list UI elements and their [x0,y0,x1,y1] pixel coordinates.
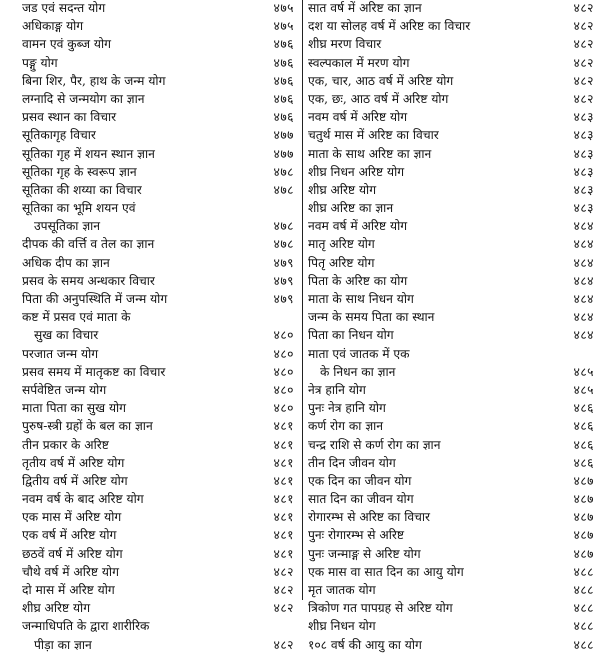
toc-entry [304,563,600,581]
toc-entry [0,181,302,199]
toc-entry-title: त्रिकोण गत पापग्रह से अरिष्ट योग [308,601,453,616]
toc-entry [0,72,302,90]
toc-entry [0,381,302,399]
toc-entry-title: पुनः जन्माङ्ग से अरिष्ट योग [308,546,421,561]
toc-entry [304,454,600,472]
toc-entry-title: जन्माधिपति के द्वारा शारीरिक [22,619,150,634]
toc-entry [304,181,600,199]
toc-entry-title: दो मास में अरिष्ट योग [22,583,115,597]
toc-entry [304,145,600,163]
toc-entry [304,526,600,544]
toc-entry-title: दश या सोलह वर्ष में अरिष्ट का विचार [308,19,471,34]
toc-entry [0,526,302,544]
toc-entry [304,381,600,399]
toc-entry-page-number: ४८० [273,401,294,416]
toc-entry-title: द्वितीय वर्ष में अरिष्ट योग [22,473,128,488]
toc-entry [0,17,302,35]
toc-entry-page-number: ४७८ [273,164,294,179]
toc-entry-title: शीघ्र अरिष्ट का ज्ञान [308,201,394,216]
toc-entry-title: सर्पवेष्टित जन्म योग [22,382,107,397]
toc-entry-page-number: ४७८ [273,182,294,197]
toc-entry-title: पुनः नेत्र हानि योग [308,401,386,416]
toc-entry-title: नवम वर्ष के बाद अरिष्ट योग [22,492,144,507]
toc-entry-page-number: ४८३ [573,146,594,161]
toc-entry-page-number: ४८० [273,382,294,397]
toc-entry-page-number: ४८८ [573,601,594,616]
toc-entry-title: प्रसव स्थान का विचार [22,110,117,125]
toc-entry-page-number: ४८८ [573,583,594,597]
toc-entry-title: सूतिका की शय्या का विचार [22,182,142,197]
toc-entry-page-number: ४७६ [273,73,294,88]
toc-entry [0,217,302,235]
toc-entry-title: पङ्गु योग [22,55,58,70]
toc-entry [0,617,302,635]
toc-entry-title: पीड़ा का ज्ञान [34,637,92,652]
toc-entry-page-number: ४८१ [273,528,294,543]
toc-entry [0,0,302,17]
toc-entry-page-number: ४८४ [573,292,594,306]
toc-entry-title: कर्ण रोग का ज्ञान [308,419,384,434]
toc-entry [304,399,600,417]
toc-entry-page-number: ४८१ [273,492,294,507]
toc-entry [0,363,302,381]
toc-entry [304,617,600,635]
toc-entry [0,90,302,108]
toc-entry [0,54,302,72]
toc-entry-title: वामन एवं कुब्ज योग [22,37,111,52]
toc-entry-page-number: ४७६ [273,37,294,52]
toc-entry-title: शीघ्र अरिष्ट योग [22,601,91,616]
toc-entry-title: सात वर्ष में अरिष्ट का ज्ञान [308,1,422,15]
toc-entry [304,472,600,490]
toc-entry [0,272,302,290]
toc-entry-title: बिना शिर, पैर, हाथ के जन्म योग [22,73,166,88]
toc-entry-title: तीन दिन जीवन योग [308,455,396,470]
toc-entry-page-number: ४७६ [273,91,294,106]
toc-entry [0,254,302,272]
toc-entry [0,326,302,344]
toc-entry-page-number: ४७७ [273,146,294,161]
toc-entry-page-number: ४८२ [273,637,294,652]
toc-entry-title: पितृ अरिष्ट योग [308,255,375,270]
toc-entry-page-number: ४८१ [273,419,294,434]
toc-entry-page-number: ४८२ [573,73,594,88]
toc-entry-page-number: ४७६ [273,55,294,70]
toc-entry-title: शीघ्र निधन अरिष्ट योग [308,164,405,179]
toc-entry-title: लग्नादि से जन्मयोग का ज्ञान [22,91,145,106]
toc-entry-title: सूतिका गृह के स्वरूप ज्ञान [22,164,137,179]
toc-entry-page-number: ४८३ [573,164,594,179]
toc-entry [304,108,600,126]
toc-entry-page-number: ४८० [273,328,294,343]
toc-entry-title: चन्द्र राशि से कर्ण रोग का ज्ञान [308,437,441,452]
toc-entry [304,272,600,290]
toc-entry-page-number: ४८७ [573,492,594,507]
toc-entry-page-number: ४८२ [273,583,294,597]
toc-entry [304,217,600,235]
toc-entry-page-number: ४८६ [573,437,594,452]
toc-entry-page-number: ४८१ [273,437,294,452]
toc-entry [304,290,600,308]
toc-entry-page-number: ४७९ [273,292,294,306]
toc-entry-title: एक, छः, आठ वर्ष में अरिष्ट योग [308,91,449,106]
toc-entry [304,545,600,563]
toc-entry-page-number: ४८१ [273,455,294,470]
toc-entry-page-number: ४८० [273,346,294,361]
toc-entry-title: के निधन का ज्ञान [320,364,396,379]
toc-entry-title: एक मास में अरिष्ट योग [22,510,122,525]
toc-entry-title: शीघ्र अरिष्ट योग [308,182,377,197]
toc-entry-page-number: ४७५ [273,1,294,15]
toc-entry [0,417,302,435]
toc-entry-title: चतुर्थ मास में अरिष्ट का विचार [308,128,439,143]
toc-entry [0,35,302,53]
toc-entry [304,599,600,617]
toc-entry-title: तीन प्रकार के अरिष्ट [22,437,109,452]
toc-entry-page-number: ४८२ [273,564,294,579]
toc-entry-title: तृतीय वर्ष में अरिष्ट योग [22,455,125,470]
toc-entry [304,363,600,381]
toc-entry-page-number: ४८७ [573,510,594,525]
toc-entry [304,17,600,35]
toc-entry-page-number: ४८२ [573,37,594,52]
toc-entry-page-number: ४८२ [273,601,294,616]
toc-entry-page-number: ४८६ [573,419,594,434]
toc-entry [304,35,600,53]
toc-entry-title: सूतिका का भूमि शयन एवं [22,201,136,216]
column-divider [302,0,303,600]
toc-entry-page-number: ४७६ [273,110,294,125]
toc-entry-page-number: ४८३ [573,201,594,216]
toc-entry-page-number: ४८४ [573,328,594,343]
toc-entry-title: एक वर्ष में अरिष्ट योग [22,528,117,543]
toc-entry [0,126,302,144]
toc-entry-title: शीघ्र निधन योग [308,619,376,634]
toc-entry [0,290,302,308]
toc-entry [0,508,302,526]
toc-entry-title: पिता का निधन योग [308,328,394,343]
toc-entry [304,308,600,326]
toc-entry-page-number: ४७८ [273,237,294,252]
toc-entry [0,454,302,472]
toc-entry-title: सूतिकागृह विचार [22,128,96,143]
toc-entry [0,545,302,563]
toc-entry-title: माता पिता का सुख योग [22,401,127,416]
toc-entry [0,399,302,417]
toc-entry-title: मातृ अरिष्ट योग [308,237,375,252]
toc-entry-title: परजात जन्म योग [22,346,99,361]
toc-entry-page-number: ४८४ [573,237,594,252]
toc-entry-title: माता एवं जातक में एक [308,346,410,361]
toc-entry-page-number: ४८४ [573,310,594,325]
toc-entry [304,417,600,435]
toc-entry-page-number: ४८३ [573,110,594,125]
toc-entry [304,636,600,654]
toc-entry-page-number: ४८७ [573,473,594,488]
toc-entry-title: एक मास वा सात दिन का आयु योग [308,564,464,579]
toc-entry-page-number: ४८२ [573,19,594,34]
toc-entry [0,436,302,454]
toc-entry-page-number: ४८८ [573,564,594,579]
toc-entry-title: माता के साथ निधन योग [308,292,414,306]
toc-entry-page-number: ४८३ [573,182,594,197]
toc-entry-page-number: ४८४ [573,219,594,234]
toc-entry [304,490,600,508]
toc-entry [0,345,302,363]
toc-entry-title: जड एवं सदन्त योग [22,1,106,15]
toc-entry-title: सुख का विचार [34,328,99,343]
toc-entry-title: पिता की अनुपस्थिति में जन्म योग [22,292,168,306]
toc-entry [0,599,302,617]
right-column [304,0,600,652]
toc-entry-title: मृत जातक योग [308,583,376,597]
toc-entry-page-number: ४८४ [573,255,594,270]
toc-entry-page-number: ४७७ [273,128,294,143]
toc-entry-page-number: ४८१ [273,510,294,525]
toc-entry-title: पिता के अरिष्ट का योग [308,273,408,288]
toc-entry-page-number: ४८६ [573,401,594,416]
toc-entry [304,163,600,181]
toc-entry-title: सूतिका गृह में शयन स्थान ज्ञान [22,146,155,161]
toc-entry-page-number: ४८८ [573,619,594,634]
toc-entry [0,199,302,217]
toc-entry-page-number: ४८५ [573,382,594,397]
toc-entry [304,581,600,599]
toc-entry [0,581,302,599]
toc-entry-page-number: ४८१ [273,546,294,561]
toc-entry [0,145,302,163]
toc-entry-title: नेत्र हानि योग [308,382,366,397]
toc-entry-title: उपसूतिका ज्ञान [34,219,101,234]
toc-entry [0,163,302,181]
toc-entry-page-number: ४८६ [573,455,594,470]
toc-entry-title: शीघ्र मरण विचार [308,37,382,52]
toc-entry-page-number: ४८२ [573,55,594,70]
toc-entry-title: पुनः रोगारम्भ से अरिष्ट [308,528,404,543]
toc-entry-page-number: ४८२ [573,91,594,106]
toc-entry-page-number: ४८४ [573,273,594,288]
toc-entry-title: एक, चार, आठ वर्ष में अरिष्ट योग [308,73,454,88]
toc-entry-page-number: ४८३ [573,128,594,143]
toc-entry-page-number: ४८५ [573,364,594,379]
toc-entry [304,54,600,72]
toc-entry [304,0,600,17]
toc-entry-page-number: ४७८ [273,219,294,234]
toc-entry [0,235,302,253]
toc-entry-page-number: ४७९ [273,255,294,270]
toc-entry-title: अधिक दीप का ज्ञान [22,255,110,270]
toc-entry [304,345,600,363]
toc-entry [0,563,302,581]
toc-entry-page-number: ४८० [273,364,294,379]
toc-entry-page-number: ४७९ [273,273,294,288]
toc-entry-title: छठवें वर्ष में अरिष्ट योग [22,546,123,561]
toc-entry-title: १०८ वर्ष की आयु का योग [308,637,422,652]
toc-entry-title: पुरुष-स्त्री ग्रहों के बल का ज्ञान [22,419,153,434]
toc-entry-title: अधिकाङ्ग योग [22,19,84,34]
toc-entry-page-number: ४८१ [273,473,294,488]
toc-entry-page-number: ४८२ [573,1,594,15]
toc-entry-title: प्रसव के समय अन्धकार विचार [22,273,155,288]
toc-entry-title: रोगारम्भ से अरिष्ट का विचार [308,510,431,525]
toc-entry [0,108,302,126]
toc-entry-page-number: ४८८ [573,637,594,652]
toc-entry-title: सात दिन का जीवन योग [308,492,414,507]
toc-entry-title: दीपक की वर्त्ति व तेल का ज्ञान [22,237,155,252]
toc-entry [0,490,302,508]
toc-entry [304,199,600,217]
toc-entry-title: प्रसव समय में मातृकष्ट का विचार [22,364,166,379]
toc-entry-title: नवम वर्ष में अरिष्ट योग [308,110,408,125]
toc-entry [0,308,302,326]
toc-entry [304,235,600,253]
toc-entry-title: कष्ट में प्रसव एवं माता के [22,310,131,325]
toc-entry [304,326,600,344]
toc-entry-title: चौथे वर्ष में अरिष्ट योग [22,564,119,579]
toc-entry-title: नवम वर्ष में अरिष्ट योग [308,219,408,234]
toc-entry [304,436,600,454]
toc-entry [304,126,600,144]
toc-entry-page-number: ४७५ [273,19,294,34]
toc-entry [304,254,600,272]
toc-entry [0,636,302,654]
toc-entry-page-number: ४८७ [573,528,594,543]
toc-entry [0,472,302,490]
toc-entry-page-number: ४८७ [573,546,594,561]
toc-entry-title: जन्म के समय पिता का स्थान [308,310,435,325]
toc-entry [304,72,600,90]
toc-entry [304,90,600,108]
toc-entry [304,508,600,526]
toc-entry-title: एक दिन का जीवन योग [308,473,412,488]
toc-entry-title: स्वल्पकाल में मरण योग [308,55,410,70]
toc-entry-title: माता के साथ अरिष्ट का ज्ञान [308,146,432,161]
